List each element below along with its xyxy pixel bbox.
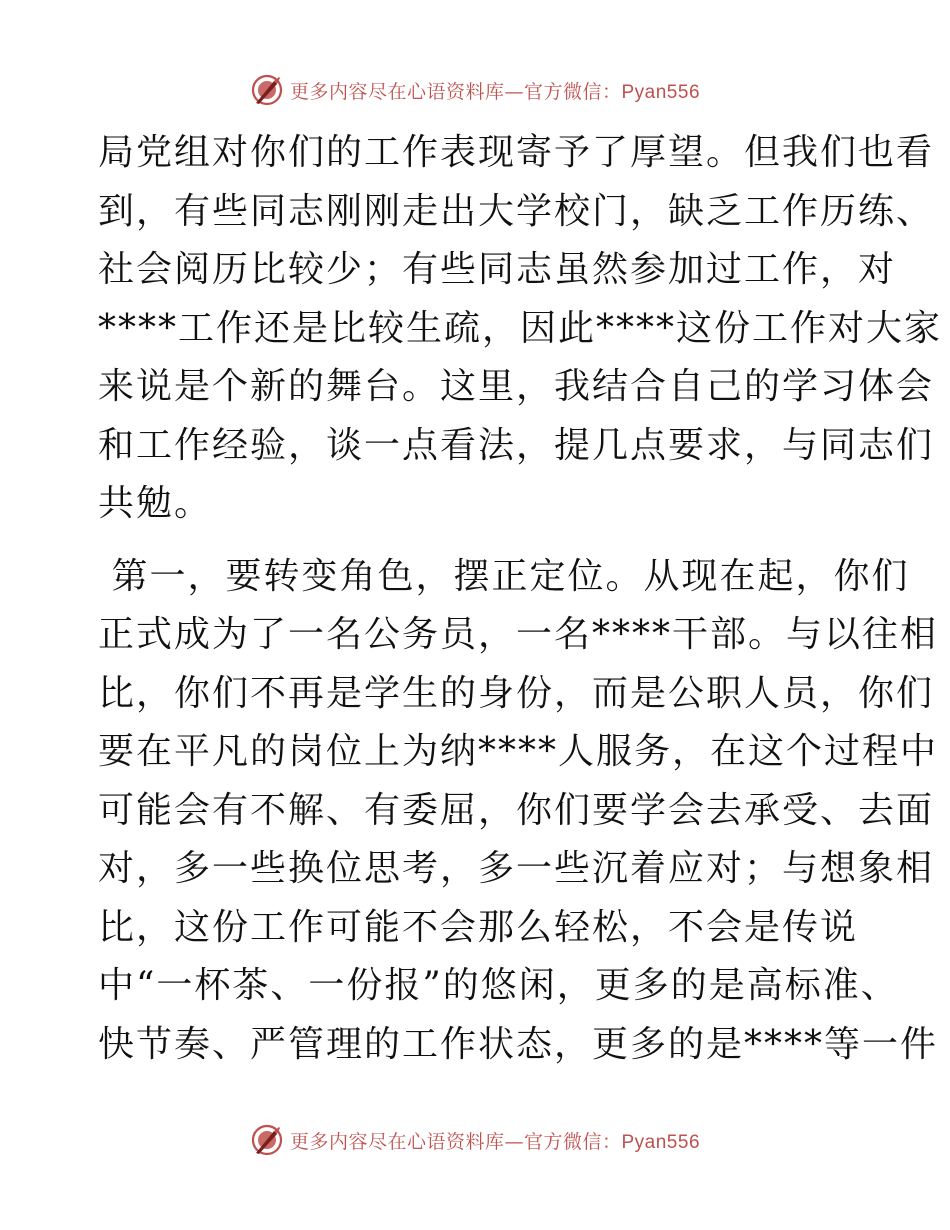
quill-seal-icon <box>250 1123 284 1157</box>
text-line: ****工作还是比较生疏，因此****这份工作对大家 <box>98 307 943 349</box>
text-line: 共勉。 <box>98 483 213 524</box>
text-line: 比，你们不再是学生的身份，而是公职人员，你们 <box>98 672 935 714</box>
text-line: 第一，要转变角色，摆正定位。从现在起，你们 <box>98 555 910 597</box>
text-line: 社会阅历比较少；有些同志虽然参加过工作，对 <box>98 249 897 290</box>
text-line: 要在平凡的岗位上为纳****人服务，在这个过程中 <box>98 731 939 772</box>
paragraph-1 <box>98 124 943 534</box>
paragraph-2 <box>98 548 939 1075</box>
text-line: 快节奏、严管理的工作状态，更多的是****等一件 <box>98 1023 939 1065</box>
document-body <box>98 124 943 1074</box>
wechat-account: Pyan556 <box>621 81 701 103</box>
watermark-text: 更多内容尽在心语资料库—官方微信：Pyan556 <box>289 1130 701 1153</box>
text-line: 正式成为了一名公务员，一名****干部。与以往相 <box>98 614 939 655</box>
watermark-text: 更多内容尽在心语资料库—官方微信：Pyan556 <box>289 80 701 103</box>
text-line: 到，有些同志刚刚走出大学校门，缺乏工作历练、 <box>98 190 935 232</box>
footer-watermark <box>0 1120 950 1160</box>
text-line: 局党组对你们的工作表现寄予了厚望。但我们也看 <box>98 132 935 173</box>
text-line: 可能会有不解、有委屈，你们要学会去承受、去面 <box>98 789 935 831</box>
text-line: 中“一杯茶、一份报”的悠闲，更多的是高标准、 <box>98 965 899 1006</box>
text-line: 和工作经验，谈一点看法，提几点要求，与同志们 <box>98 424 935 466</box>
text-line: 对，多一些换位思考，多一些沉着应对；与想象相 <box>98 848 935 889</box>
text-line: 比，这份工作可能不会那么轻松，不会是传说 <box>98 906 859 948</box>
quill-seal-icon <box>250 73 284 107</box>
header-watermark <box>0 70 950 110</box>
text-line: 来说是个新的舞台。这里，我结合自己的学习体会 <box>98 366 935 407</box>
wechat-account: Pyan556 <box>621 1131 701 1153</box>
